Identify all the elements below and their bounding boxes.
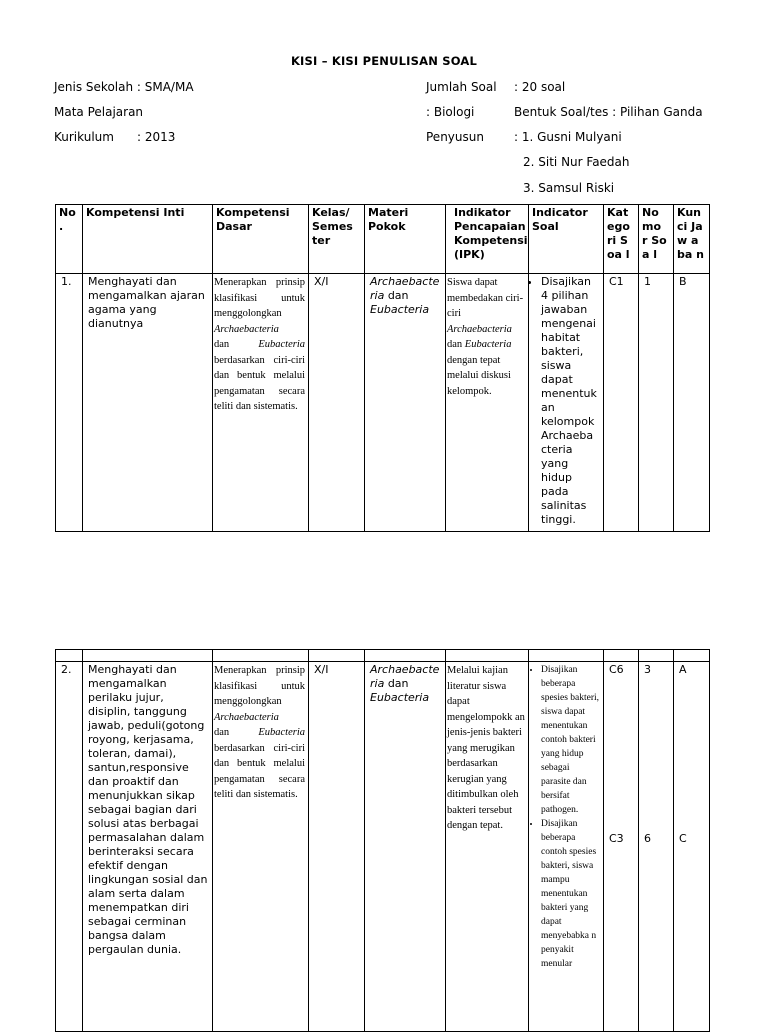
jenis-sekolah: Jenis Sekolah : SMA/MA: [54, 80, 194, 94]
table2-spacer-row: [56, 650, 710, 662]
row2-indikator-soal: [529, 662, 604, 1032]
kurikulum-label: Kurikulum: [54, 130, 114, 144]
penyusun-1: : 1. Gusni Mulyani: [514, 130, 622, 144]
row1-kelas: X/I: [309, 274, 365, 532]
col-nomor-soal: No mo r Soa l: [639, 205, 674, 274]
table-row-1: [56, 274, 710, 532]
table-header-row: [56, 205, 710, 274]
document-title: KISI – KISI PENULISAN SOAL: [290, 54, 478, 68]
row2-indikator-a: • Disajikan beberapa spesies bakteri, siswa dapat menentukan contoh bakteri yang hidup sebagai parasite dan bersifat pathogen.: [541, 663, 600, 817]
row1-kategori: C1: [604, 274, 639, 532]
penyusun-label: Penyusun: [426, 130, 484, 144]
biologi: : Biologi: [426, 105, 475, 119]
penyusun-3: 3. Samsul Riski: [523, 181, 615, 195]
table-row-2: [56, 662, 710, 1032]
row2-kompetensi-inti: Menghayati dan mengamalkan perilaku jujur, disiplin, tanggung jawab, peduli(gotong royong, kerjasama, toleran, damai), santun,responsive dan proaktif dan menunjukkan sikap sebagai bagian dari solusi atas berbagai permasalahan dalam berinteraksi secara efektif dengan lingkungan sosial dan alam serta dalam menempatkan diri sebagai cerminan bangsa dalam pergaulan dunia.: [83, 662, 213, 1032]
col-kompetensi-inti: Kompetensi Inti: [83, 205, 213, 274]
col-kategori-soal: Kat ego ri Soa l: [604, 205, 639, 274]
row2-indikator-b: • Disajikan beberapa contoh spesies bakteri, siswa mampu menentukan bakteri yang dapat menyebabka n penyakit menular: [541, 817, 600, 971]
kisi-table-1: [55, 204, 710, 532]
row1-no: 1.: [56, 274, 83, 532]
kurikulum-value: : 2013: [137, 130, 176, 144]
penyusun-2: 2. Siti Nur Faedah: [523, 155, 630, 169]
bentuk-soal: Bentuk Soal/tes : Pilihan Ganda: [514, 105, 703, 119]
row2-no: 2.: [56, 662, 83, 1032]
mata-pelajaran: Mata Pelajaran: [54, 105, 144, 119]
col-materi-pokok: Materi Pokok: [365, 205, 446, 274]
col-indikator-soal: Indicator Soal: [529, 205, 604, 274]
jumlah-soal-value: : 20 soal: [514, 80, 566, 94]
row2-kunci: A C: [674, 662, 710, 1032]
col-kelas-semester: Kelas/ Semes ter: [309, 205, 365, 274]
col-ipk: Indikator Pencapaian Kompetensi (IPK): [446, 205, 529, 274]
row2-nomor: 3 6: [639, 662, 674, 1032]
col-kunci-jawaban: Kun ci Jaw aba n: [674, 205, 710, 274]
row1-nomor: 1: [639, 274, 674, 532]
row1-kunci: B: [674, 274, 710, 532]
kisi-table-2: [55, 649, 710, 1032]
row2-kelas: X/I: [309, 662, 365, 1032]
row2-kompetensi-dasar: Menerapkan prinsip klasifikasi untuk menggolongkan Archaebacteria dan Eubacteria berdasarkan ciri-ciri dan bentuk melalui pengamatan secara teliti dan sistematis.: [213, 662, 309, 1032]
row2-kategori: C6 C3: [604, 662, 639, 1032]
row1-kompetensi-inti: Menghayati dan mengamalkan ajaran agama yang dianutnya: [83, 274, 213, 532]
row1-ipk: Siswa dapat membedakan ciri-ciri Archaebacteria dan Eubacteria dengan tepat melalui diskusi kelompok.: [446, 274, 529, 532]
row2-ipk: Melalui kajian literatur siswa dapat mengelompokk an jenis-jenis bakteri yang merugikan berdasarkan kerugian yang ditimbulkan oleh bakteri tersebut dengan tepat.: [446, 662, 529, 1032]
row1-materi-pokok: Archaebacte ria dan Eubacteria: [365, 274, 446, 532]
jumlah-soal-label: Jumlah Soal: [426, 80, 497, 94]
row2-materi-pokok: Archaebacte ria dan Eubacteria: [365, 662, 446, 1032]
col-no: No .: [56, 205, 83, 274]
row1-kompetensi-dasar: Menerapkan prinsip klasifikasi untuk menggolongkan Archaebacteria dan Eubacteria berdasarkan ciri-ciri dan bentuk melalui pengamatan secara teliti dan sistematis.: [213, 274, 309, 532]
col-kompetensi-dasar: Kompetensi Dasar: [213, 205, 309, 274]
row1-indikator-soal: • Disajikan 4 pilihan jawaban mengenai habitat bakteri, siswa dapat menentuk an kelompok Archaeba cteria yang hidup pada salinitas tinggi.: [529, 274, 604, 532]
